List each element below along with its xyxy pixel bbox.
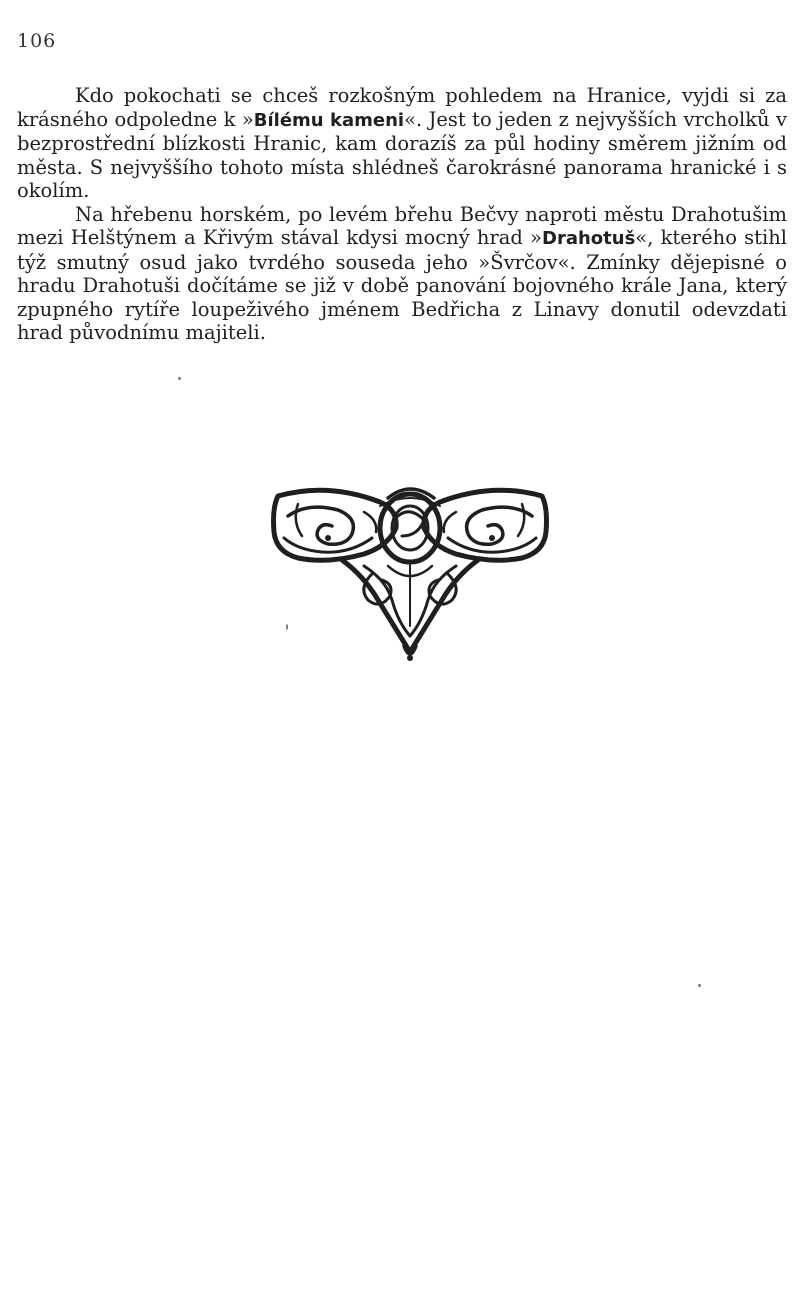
page-number: 106: [17, 30, 57, 52]
paragraph-2-text-before: Na hřebenu horském, po levém břehu Bečvy naproti městu Drahotušim mezi Helštýnem a Křivým stával kdysi mocný hrad »: [17, 202, 787, 249]
paper-speck: [178, 377, 181, 380]
paragraph-2-bold-term: Drahotuš: [542, 228, 636, 249]
paragraph-2: [17, 203, 787, 345]
body-text: [17, 84, 787, 345]
paper-speck: [698, 984, 701, 987]
paragraph-2-text-after: «, kterého stihl týž smutný osud jako tvrdého souseda jeho »Švrčov«. Zmínky dějepisné o hradu Drahotuši dočítáme se již v době panování bojovného krále Jana, který zpupného rytíře loupeživého jménem Bedřicha z Linavy donutil odevzdati hrad původnímu majiteli.: [17, 226, 787, 344]
paragraph-1-text-before: Kdo pokochati se chceš rozkošným pohledem na Hranice, vyjdi si za krásného odpoledne k »: [17, 84, 787, 131]
art-nouveau-ornament-icon: [268, 476, 552, 664]
paragraph-1-text-after: «. Jest to jeden z nejvyšších vrcholků v bezprostřední blízkosti Hranic, kam dorazíš za půl hodiny směrem jižním od města. S nejvyššího tohoto místa shlédneš čarokrásné panorama hranické i s okolím.: [17, 107, 787, 202]
paragraph-1-bold-term: Bílému kameni: [253, 109, 405, 131]
paper-speck: [286, 624, 288, 630]
paragraph-1: [17, 84, 787, 203]
